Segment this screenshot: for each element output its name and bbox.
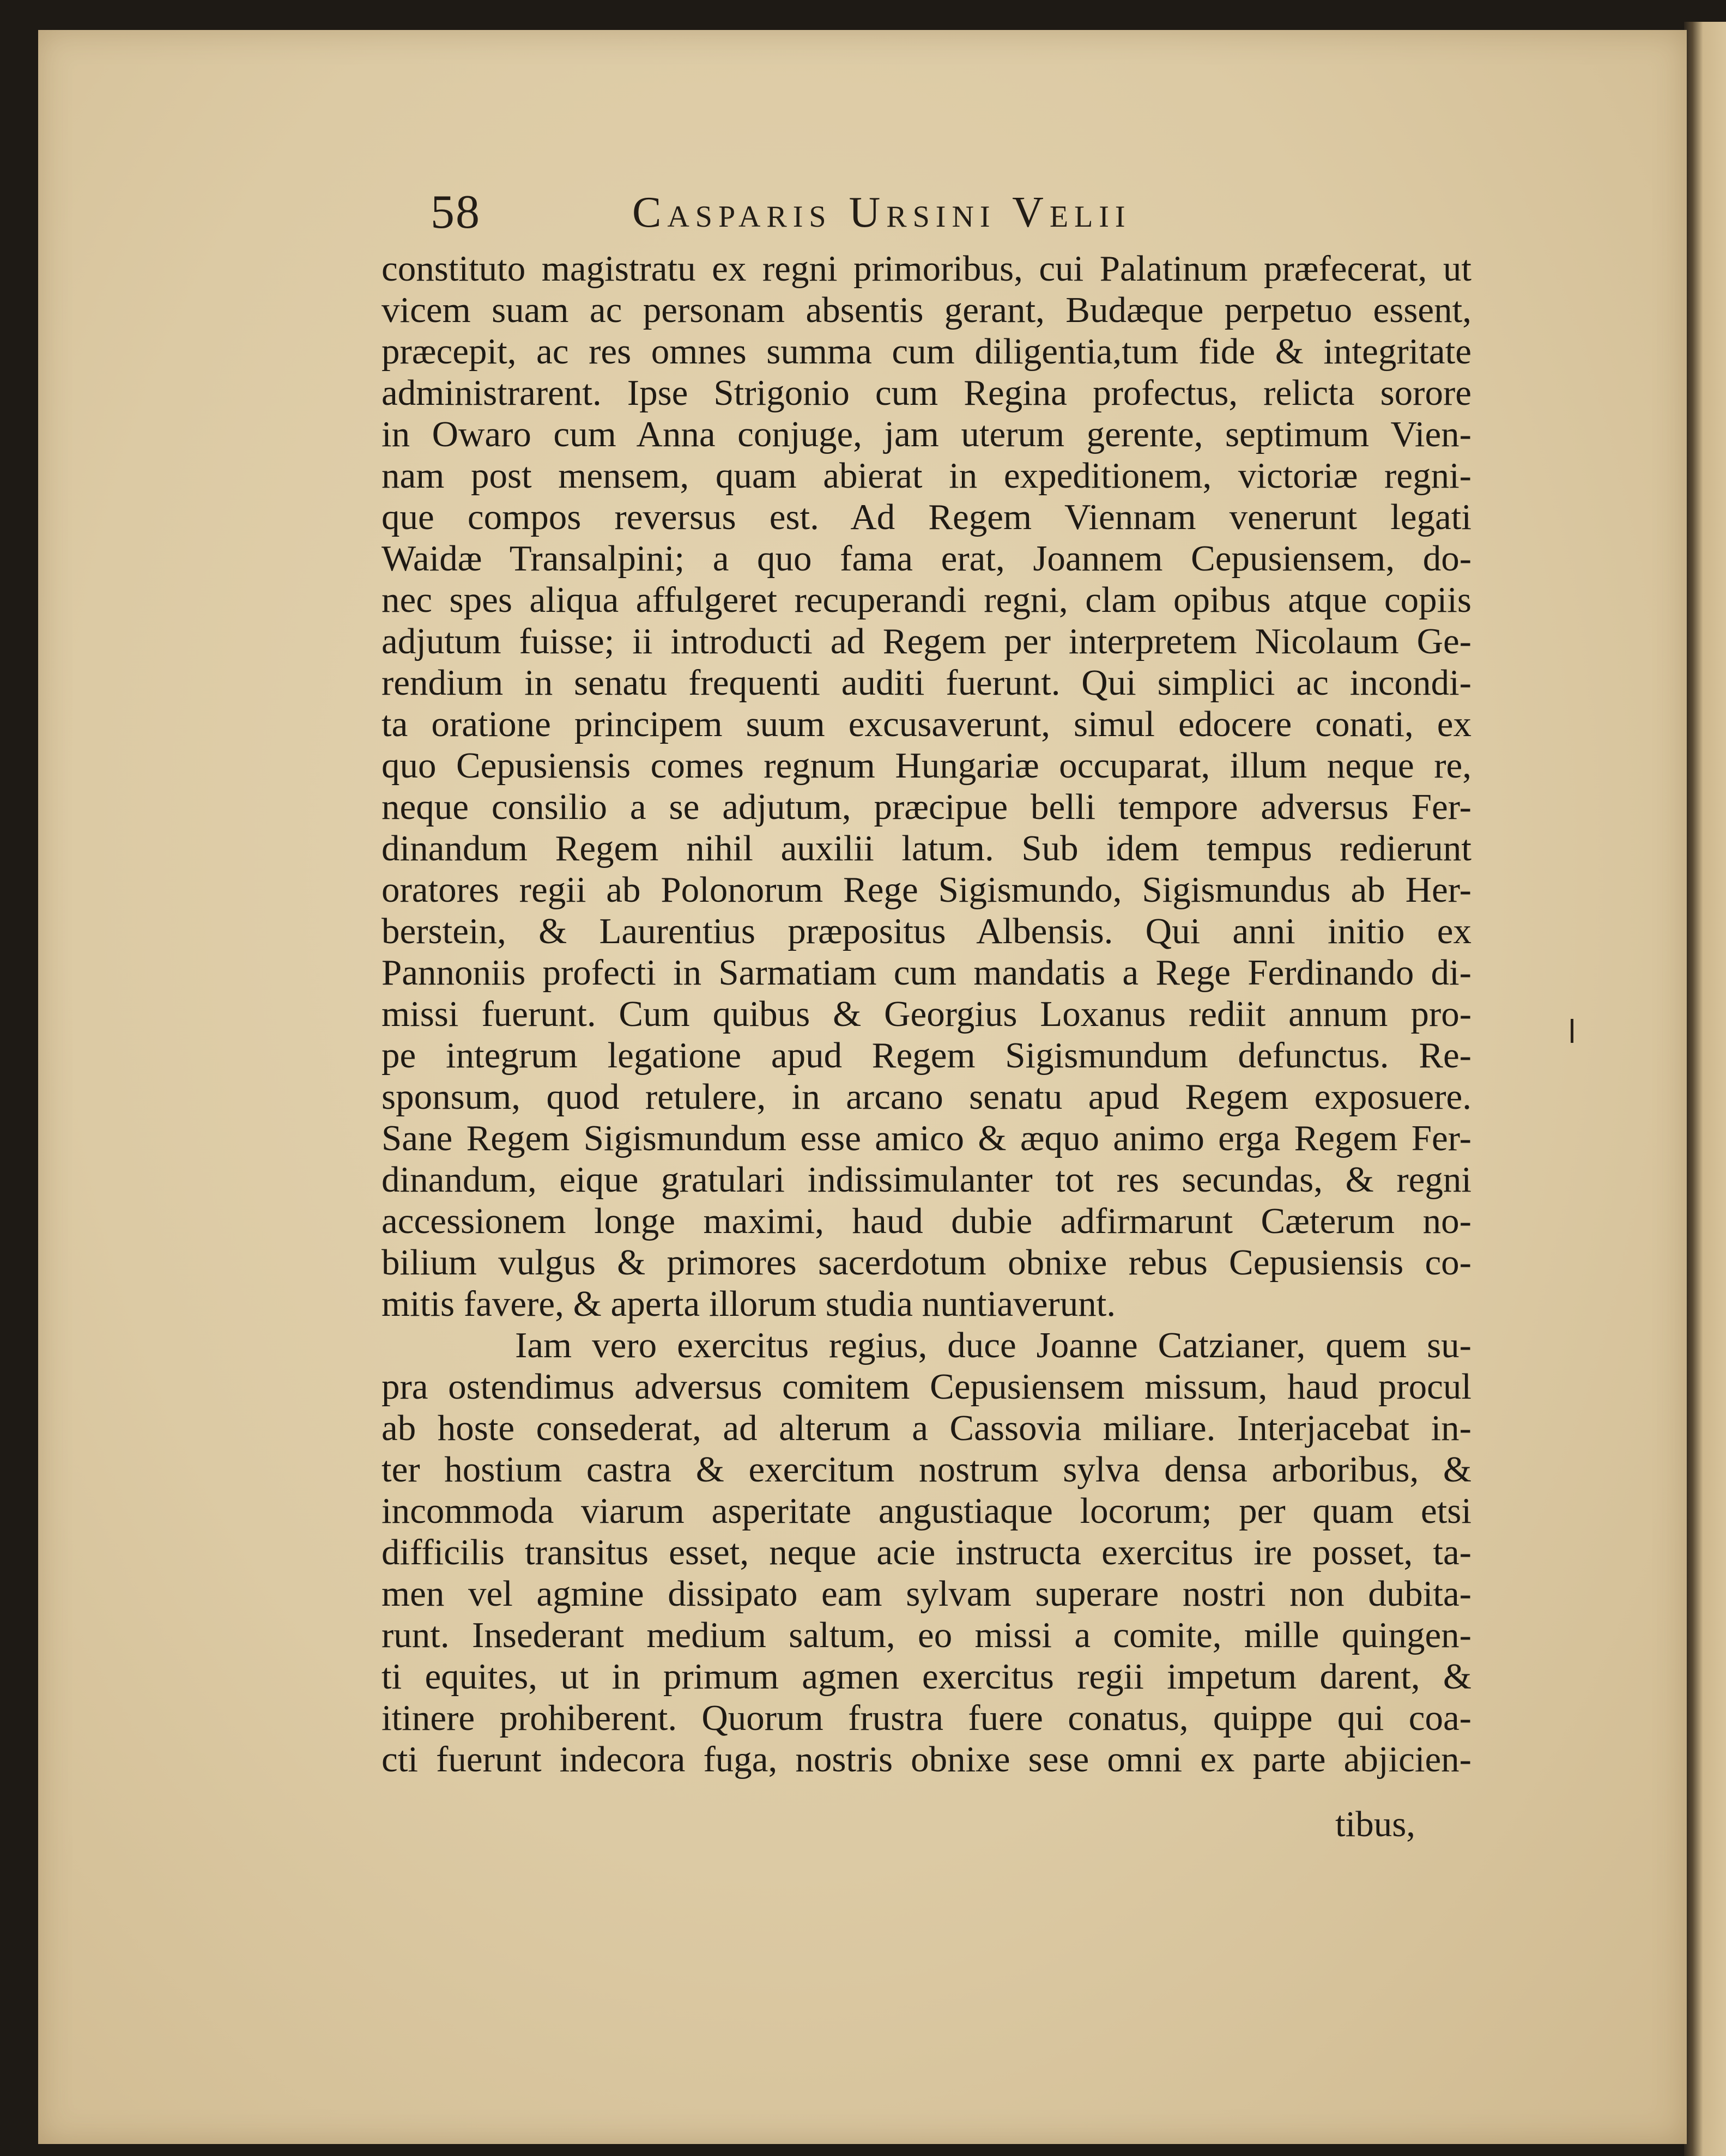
text-line: men vel agmine dissipato eam sylvam superare nostri non dubita- [381, 1574, 1471, 1614]
text-line: rendium in senatu frequenti auditi fuerunt. Qui simplici ac incondi- [381, 663, 1471, 703]
text-line: dinandum, eique gratulari indissimulanter tot res secundas, & regni [381, 1159, 1471, 1200]
adjacent-page-edge [1684, 22, 1726, 2156]
paragraph-end-line: mitis favere, & aperta illorum studia nuntiaverunt. [381, 1284, 1116, 1324]
text-line: Pannoniis profecti in Sarmatiam cum mandatis a Rege Ferdinando di- [381, 952, 1471, 993]
text-line: difficilis transitus esset, neque acie instructa exercitus ire posset, ta- [381, 1532, 1471, 1572]
text-line: pra ostendimus adversus comitem Cepusiensem missum, haud procul [381, 1367, 1471, 1407]
text-line: pe integrum legatione apud Regem Sigismundum defunctus. Re- [381, 1035, 1471, 1076]
text-line: constituto magistratu ex regni primoribus, cui Palatinum præfecerat, ut [381, 248, 1471, 289]
text-line: nec spes aliqua affulgeret recuperandi regni, clam opibus atque copiis [381, 580, 1471, 620]
text-line: itinere prohiberent. Quorum frustra fuere conatus, quippe qui coa- [381, 1698, 1471, 1738]
text-line: runt. Insederant medium saltum, eo missi a comite, mille quingen- [381, 1615, 1471, 1655]
text-line: dinandum Regem nihil auxilii latum. Sub idem tempus redierunt [381, 828, 1471, 869]
catchword: tibus, [1335, 1804, 1416, 1844]
text-line: missi fuerunt. Cum quibus & Georgius Loxanus rediit annum pro- [381, 994, 1471, 1034]
text-line: accessionem longe maximi, haud dubie adfirmarunt Cæterum no- [381, 1201, 1471, 1241]
text-line: oratores regii ab Polonorum Rege Sigismundo, Sigismundus ab Her- [381, 870, 1471, 910]
text-line: ab hoste consederat, ad alterum a Cassovia miliare. Interjacebat in- [381, 1408, 1471, 1448]
text-line: sponsum, quod retulere, in arcano senatu apud Regem exposuere. [381, 1077, 1471, 1117]
text-line: bilium vulgus & primores sacerdotum obnixe rebus Cepusiensis co- [381, 1242, 1471, 1283]
body-text [381, 248, 1471, 1780]
margin-mark [1571, 1019, 1573, 1043]
text-line: Sane Regem Sigismundum esse amico & æquo animo erga Regem Fer- [381, 1118, 1471, 1158]
text-line: ter hostium castra & exercitum nostrum sylva densa arboribus, & [381, 1449, 1471, 1490]
text-line: incommoda viarum asperitate angustiaque locorum; per quam etsi [381, 1491, 1471, 1531]
text-line: præcepit, ac res omnes summa cum diligentia,tum fide & integritate [381, 331, 1471, 372]
text-line: Waidæ Transalpini; a quo fama erat, Joannem Cepusiensem, do- [381, 538, 1471, 579]
text-line: ta oratione principem suum excusaverunt, simul edocere conati, ex [381, 704, 1471, 744]
page-header [431, 183, 1237, 242]
text-line: in Owaro cum Anna conjuge, jam uterum gerente, septimum Vien- [381, 414, 1471, 454]
page-number: 58 [431, 186, 481, 239]
text-line: ti equites, ut in primum agmen exercitus regii impetum darent, & [381, 1656, 1471, 1697]
paragraph-start-line: Iam vero exercitus regius, duce Joanne Catzianer, quem su- [515, 1325, 1471, 1365]
text-line: quo Cepusiensis comes regnum Hungariæ occuparat, illum neque re, [381, 745, 1471, 786]
text-line: cti fuerunt indecora fuga, nostris obnixe sese omni ex parte abjicien- [381, 1739, 1471, 1780]
text-line: neque consilio a se adjutum, præcipue belli tempore adversus Fer- [381, 787, 1471, 827]
text-line: que compos reversus est. Ad Regem Viennam venerunt legati [381, 497, 1471, 537]
text-line: nam post mensem, quam abierat in expeditionem, victoriæ regni- [381, 456, 1471, 496]
running-title: Casparis Ursini Velii [632, 189, 1131, 236]
text-line: adjutum fuisse; ii introducti ad Regem per interpretem Nicolaum Ge- [381, 621, 1471, 661]
text-line: berstein, & Laurentius præpositus Albensis. Qui anni initio ex [381, 911, 1471, 951]
text-line: administrarent. Ipse Strigonio cum Regina profectus, relicta sorore [381, 373, 1471, 413]
text-line: vicem suam ac personam absentis gerant, Budæque perpetuo essent, [381, 290, 1471, 330]
